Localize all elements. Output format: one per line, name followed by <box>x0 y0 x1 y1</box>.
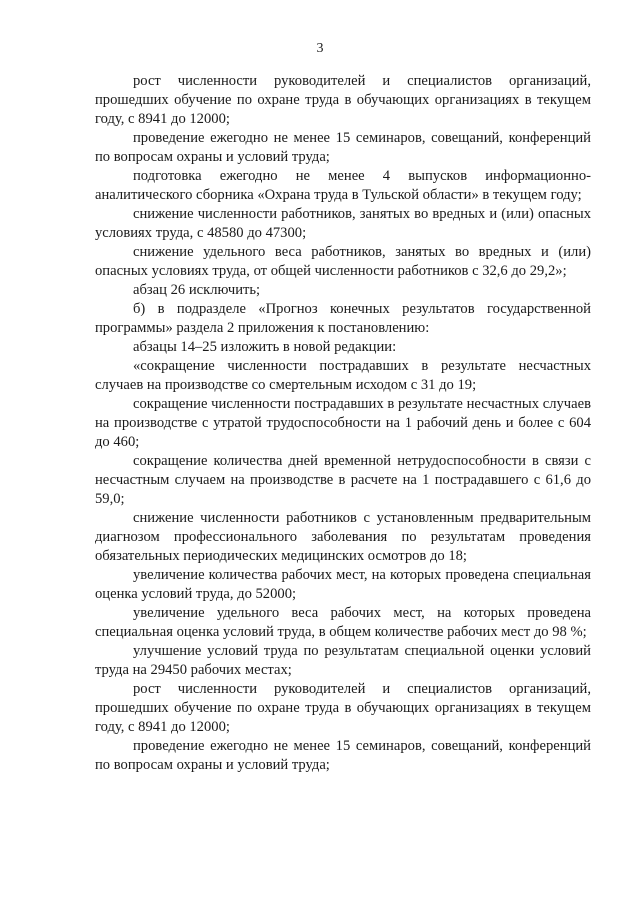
paragraph: снижение численности работников с установленным предварительным диагнозом профессионального заболевания по результатам проведения обязательных периодических медицинских осмотров до 18; <box>95 510 591 564</box>
paragraph: увеличение удельного веса рабочих мест, на которых проведена специальная оценка условий труда, в общем количестве рабочих мест до 98 %; <box>95 605 591 640</box>
paragraph: подготовка ежегодно не менее 4 выпусков информационно-аналитического сборника «Охрана труда в Тульской области» в текущем году; <box>95 168 591 203</box>
document-body <box>95 72 591 775</box>
paragraph: «сокращение численности пострадавших в результате несчастных случаев на производстве со смертельным исходом с 31 до 19; <box>95 358 591 393</box>
paragraph: сокращение численности пострадавших в результате несчастных случаев на производстве с утратой трудоспособности на 1 рабочий день и более с 604 до 460; <box>95 396 591 450</box>
paragraph: абзацы 14–25 изложить в новой редакции: <box>133 339 397 355</box>
paragraph: абзац 26 исключить; <box>133 282 261 298</box>
paragraph: б) в подразделе «Прогноз конечных результатов государственной программы» раздела 2 приложения к постановлению: <box>95 301 591 336</box>
paragraph: снижение численности работников, занятых во вредных и (или) опасных условиях труда, с 48580 до 47300; <box>95 206 591 241</box>
paragraph: проведение ежегодно не менее 15 семинаров, совещаний, конференций по вопросам охраны и условий труда; <box>95 738 591 773</box>
paragraph: проведение ежегодно не менее 15 семинаров, совещаний, конференций по вопросам охраны и условий труда; <box>95 130 591 165</box>
paragraph: увеличение количества рабочих мест, на которых проведена специальная оценка условий труда, до 52000; <box>95 567 591 602</box>
paragraph: рост численности руководителей и специалистов организаций, прошедших обучение по охране труда в обучающих организациях в текущем году, с 8941 до 12000; <box>95 73 591 127</box>
paragraph: сокращение количества дней временной нетрудоспособности в связи с несчастным случаем на производстве в расчете на 1 пострадавшего с 61,6 до 59,0; <box>95 453 591 507</box>
paragraph: рост численности руководителей и специалистов организаций, прошедших обучение по охране труда в обучающих организациях в текущем году, с 8941 до 12000; <box>95 681 591 735</box>
page-number: 3 <box>316 41 324 56</box>
paragraph: снижение удельного веса работников, занятых во вредных и (или) опасных условиях труда, от общей численности работников с 32,6 до 29,2»; <box>95 244 591 279</box>
paragraph: улучшение условий труда по результатам специальной оценки условий труда на 29450 рабочих местах; <box>95 643 591 678</box>
